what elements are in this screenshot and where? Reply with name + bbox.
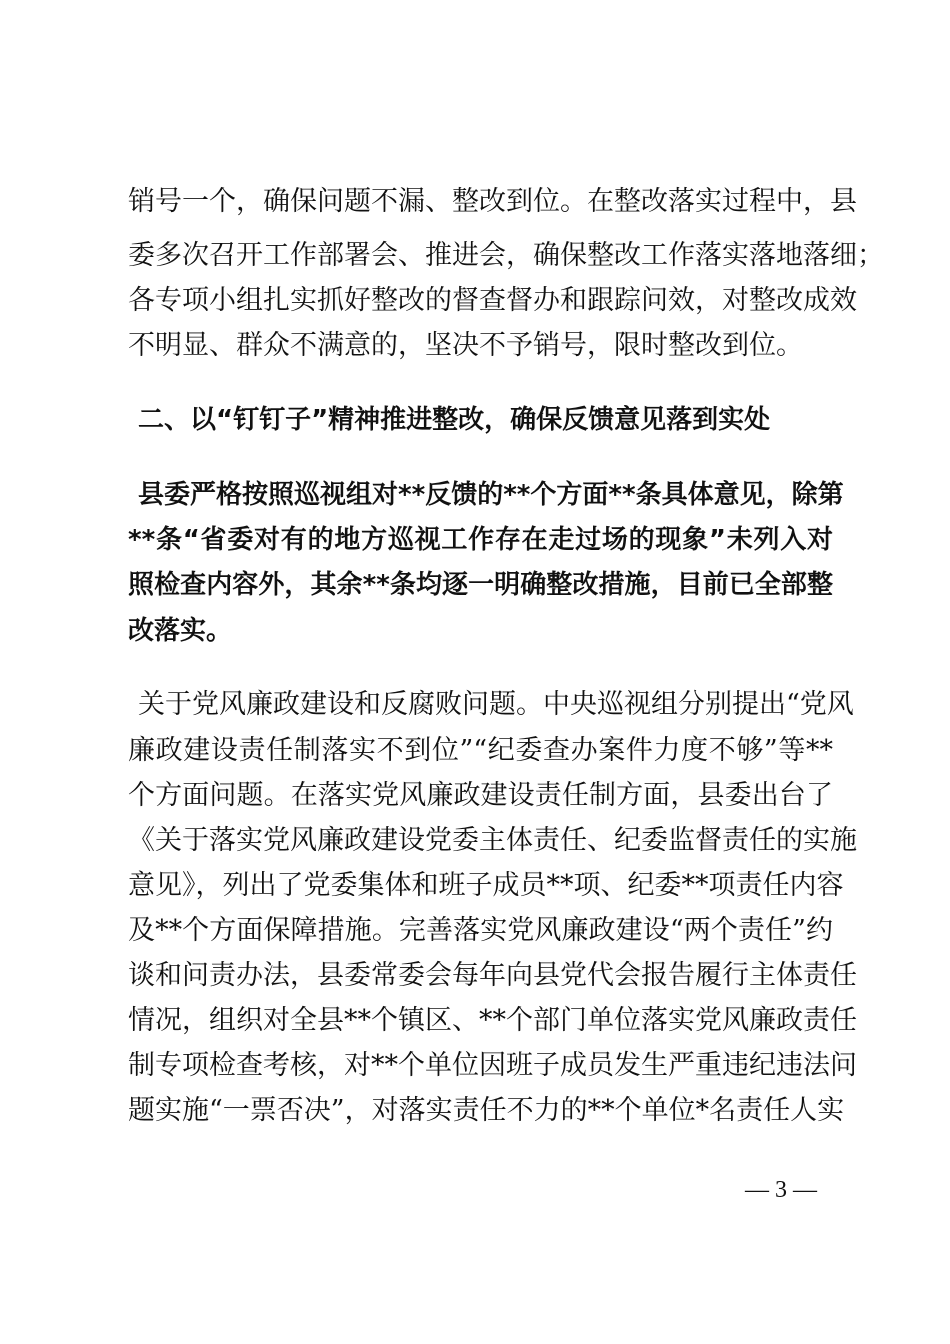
text-line: 及**个方面保障措施。完善落实党风廉政建设“两个责任”约	[128, 915, 833, 946]
text-line: 县委严格按照巡视组对**反馈的**个方面**条具体意见，除第	[138, 480, 844, 510]
text-line: 委多次召开工作部署会、推进会，确保整改工作落实落地落细；	[128, 240, 884, 271]
text-line: 《关于落实党风廉政建设党委主体责任、纪委监督责任的实施	[128, 825, 857, 856]
text-line: 销号一个，确保问题不漏、整改到位。在整改落实过程中，县	[128, 186, 857, 217]
page-number: — 3 —	[745, 1177, 817, 1203]
text-line: 改落实。	[128, 616, 233, 646]
text-line: **条“省委对有的地方巡视工作存在走过场的现象”未列入对	[128, 525, 833, 555]
text-line: 制专项检查考核，对**个单位因班子成员发生严重违纪违法问	[128, 1050, 857, 1081]
text-line: 情况，组织对全县**个镇区、**个部门单位落实党风廉政责任	[128, 1005, 857, 1036]
text-line: 各专项小组扎实抓好整改的督查督办和跟踪问效，对整改成效	[128, 285, 857, 316]
text-line: 廉政建设责任制落实不到位”“纪委查办案件力度不够”等**	[128, 735, 833, 766]
section-heading: 二、以“钉钉子”精神推进整改，确保反馈意见落到实处	[138, 405, 771, 435]
text-line: 谈和问责办法，县委常委会每年向县党代会报告履行主体责任	[128, 960, 857, 991]
text-line: 题实施“一票否决”，对落实责任不力的**个单位*名责任人实	[128, 1095, 845, 1126]
text-line: 关于党风廉政建设和反腐败问题。中央巡视组分别提出“党风	[138, 689, 854, 720]
text-line: 照检查内容外，其余**条均逐一明确整改措施，目前已全部整	[128, 570, 833, 600]
text-line: 意见》，列出了党委集体和班子成员**项、纪委**项责任内容	[128, 870, 844, 901]
text-line: 不明显、群众不满意的，坚决不予销号，限时整改到位。	[128, 330, 803, 361]
text-line: 个方面问题。在落实党风廉政建设责任制方面，县委出台了	[128, 780, 833, 811]
